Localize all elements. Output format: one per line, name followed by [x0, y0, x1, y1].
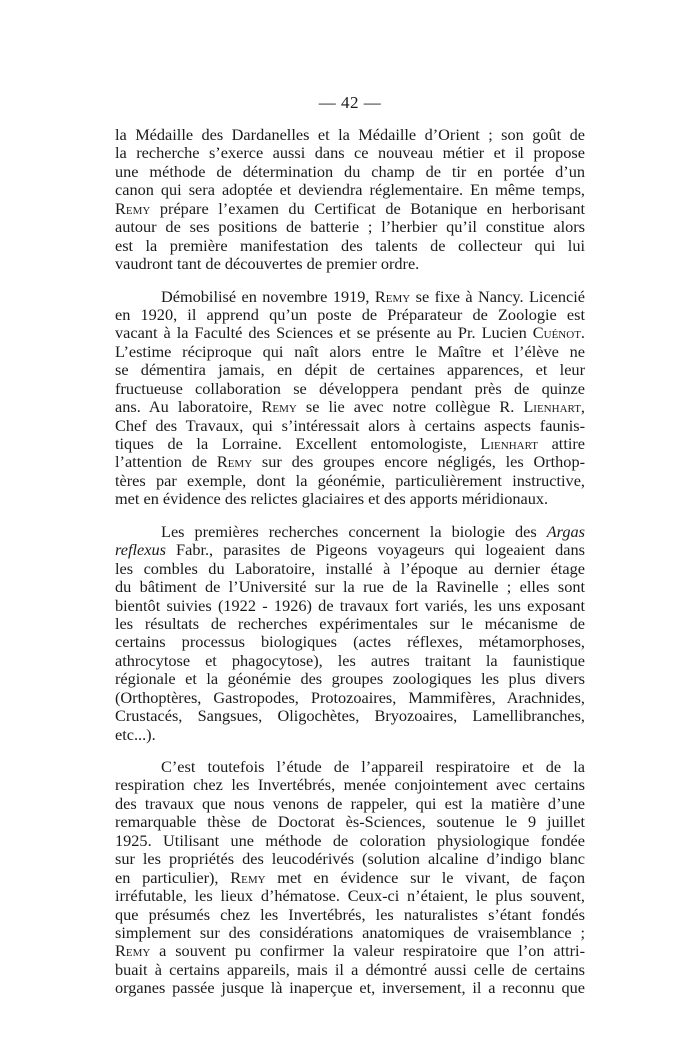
text-line: respiration chez les Invertébrés, menée conjointement avec certains	[115, 775, 585, 795]
text-line: autour de ses positions de batterie ; l’herbier qu’il constitue alors	[115, 217, 585, 237]
paragraph-2	[115, 288, 585, 509]
text-line: des travaux que nous venons de rappeler, qui est la matière d’une	[115, 793, 585, 813]
text-line: est la première manifestation des talents de collecteur qui lui	[115, 235, 585, 255]
text-line: organes passée jusque là inaperçue et, inversement, il a reconnu que	[115, 978, 585, 998]
text-line: Les premières recherches concernent la biologie des Argas	[161, 521, 585, 541]
text-line: se démentira jamais, en dépit de certaines apparences, et leur	[115, 360, 585, 380]
text-line: athrocytose et phagocytose), les autres traitant la faunistique	[115, 650, 585, 670]
text-line: tiques de la Lorraine. Excellent entomologiste, Lienhart attire	[115, 434, 586, 453]
paragraph-1	[115, 126, 585, 274]
text-line: tères par exemple, dont la géonémie, particulièrement instructive,	[115, 470, 585, 490]
text-line: vaudront tant de découvertes de premier ordre.	[115, 254, 420, 274]
text-line: vacant à la Faculté des Sciences et se présente au Pr. Lucien Cuénot.	[115, 323, 585, 343]
text-line: les résultats de recherches expérimentales sur le mécanisme de	[115, 613, 585, 633]
text-line: Remy prépare l’examen du Certificat de Botanique en herborisant	[115, 198, 585, 218]
text-line: une méthode de détermination du champ de tir en portée d’un	[115, 161, 585, 181]
text-line: 1925. Utilisant une méthode de coloration physiologique fondée	[115, 830, 585, 850]
text-line: certains processus biologiques (actes réflexes, métamorphoses,	[115, 632, 585, 652]
text-line: du bâtiment de l’Université sur la rue de la Ravinelle ; elles sont	[115, 577, 585, 597]
text-line: sur les propriétés des leucodérivés (solution alcaline d’indigo blanc	[115, 849, 585, 869]
text-line: buait à certains appareils, mais il a démontré aussi celle de certains	[115, 959, 585, 979]
paragraph-4	[115, 758, 585, 998]
text-line: que présumés chez les Invertébrés, les naturalistes s’étant fondés	[115, 904, 585, 924]
text-line: Crustacés, Sangsues, Oligochètes, Bryozoaires, Lamellibranches,	[115, 706, 585, 726]
body-text	[115, 126, 585, 1012]
text-line: les combles du Laboratoire, installé à l’époque au dernier étage	[115, 558, 585, 578]
text-line: bientôt suivies (1922 - 1926) de travaux fort variés, les uns exposant	[115, 595, 585, 615]
text-line: etc...).	[115, 724, 156, 744]
text-line: en particulier), Remy met en évidence sur le vivant, de façon	[115, 867, 585, 887]
text-line: canon qui sera adoptée et deviendra réglementaire. En même temps,	[115, 180, 585, 200]
text-line: remarquable thèse de Doctorat ès-Sciences, soutenue le 9 juillet	[115, 812, 585, 832]
text-line: Chef des Travaux, qui s’intéressait alors à certains aspects faunis-	[115, 415, 585, 435]
text-line: C’est toutefois l’étude de l’appareil respiratoire et de la	[161, 757, 585, 776]
paragraph-3	[115, 523, 585, 744]
text-line: Remy a souvent pu confirmer la valeur respiratoire que l’on attri-	[115, 941, 585, 961]
text-line: irréfutable, les lieux d’hématose. Ceux-ci n’étaient, le plus souvent,	[115, 886, 585, 906]
text-line: l’attention de Remy sur des groupes encore négligés, les Orthop-	[115, 452, 586, 472]
text-line: met en évidence des relictes glaciaires et des apports méridionaux.	[115, 489, 549, 509]
text-line: (Orthoptères, Gastropodes, Protozoaires, Mammifères, Arachnides,	[115, 687, 585, 707]
text-line: L’estime réciproque qui naît alors entre le Maître et l’élève ne	[115, 341, 585, 361]
text-line: la recherche s’exerce aussi dans ce nouveau métier et il propose	[115, 143, 585, 163]
text-line: régionale et la géonémie des groupes zoologiques les plus divers	[115, 669, 585, 689]
text-line: fructueuse collaboration se développera pendant près de quinze	[115, 378, 585, 398]
text-line: la Médaille des Dardanelles et la Médaille d’Orient ; son goût de	[115, 125, 585, 144]
text-line: simplement sur des considérations anatomiques de vraisemblance ;	[115, 922, 585, 942]
text-line: reflexus Fabr., parasites de Pigeons voyageurs qui logeaient dans	[115, 540, 585, 560]
page-number: — 42 —	[318, 93, 382, 112]
text-line: en 1920, il apprend qu’un poste de Préparateur de Zoologie est	[115, 304, 585, 324]
text-line: ans. Au laboratoire, Remy se lie avec notre collègue R. Lienhart,	[115, 397, 585, 417]
text-line: Démobilisé en novembre 1919, Remy se fixe à Nancy. Licencié	[161, 286, 585, 306]
